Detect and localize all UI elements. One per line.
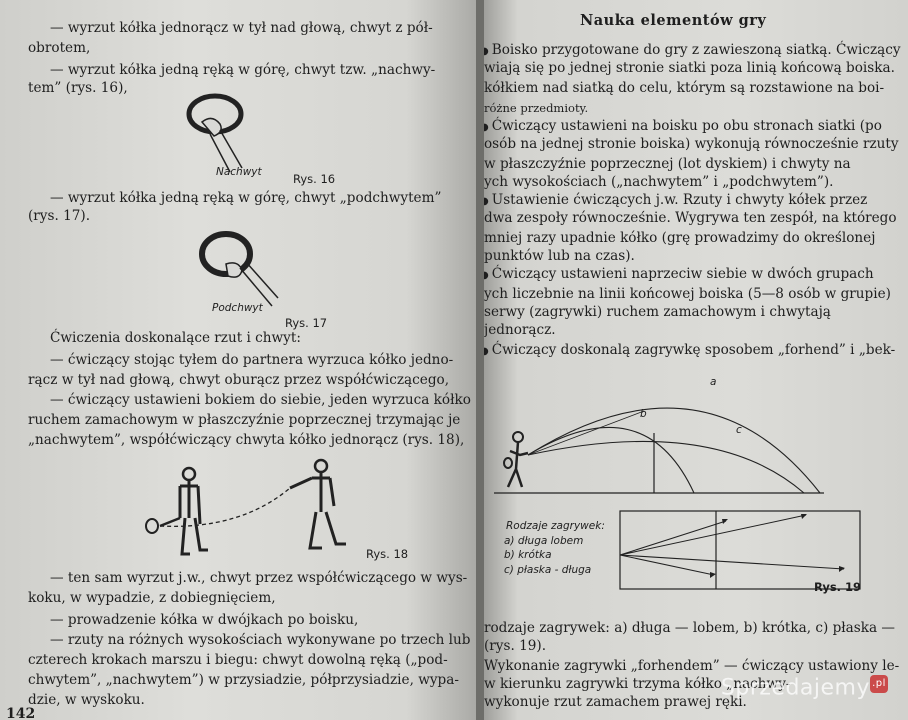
figure-17-illustration: [196, 228, 306, 313]
text-line: koku, w wypadzie, z dobiegnięciem,: [28, 590, 276, 606]
section-heading: Ćwiczenia doskonalące rzut i chwyt:: [50, 330, 301, 346]
figure-19-diagram: [494, 375, 884, 595]
page-number: 142: [6, 706, 36, 720]
trajectory-b: [528, 427, 694, 493]
trajectory-a: [528, 408, 820, 493]
watermark: [721, 675, 888, 700]
text-line: — ćwiczący stojąc tyłem do partnera wyrzuca kółko jedno-: [50, 352, 454, 368]
fig16-caption: Rys. 16: [293, 172, 336, 186]
watermark-suffix: .pl: [870, 675, 888, 693]
text-line: rącz w tył nad głową, chwyt oburącz przez współćwiczącego,: [28, 372, 450, 388]
text-line: dwa zespoły równocześnie. Wygrywa ten zespół, na którego: [484, 210, 897, 226]
text-line: kółkiem nad siatką do celu, którym są rozstawione na boi-: [484, 80, 885, 96]
text-line: ruchem zamachowym w płaszczyźnie poprzecznej trzymając je: [28, 412, 461, 428]
text-line: tem” (rys. 16),: [28, 80, 128, 96]
text-line: różne przedmioty.: [484, 101, 589, 115]
text-line: ● Ćwiczący doskonalą zagrywkę sposobem „forhend” i „bek-: [484, 340, 895, 362]
watermark-text: Sprzedajemy: [720, 675, 870, 700]
text-line: ● Ćwiczący ustawieni naprzeciw siebie w dwóch grupach: [484, 264, 874, 286]
text-line: chwytem”, „nachwytem”) w przysiadzie, półprzysiadzie, wypa-: [28, 672, 459, 688]
fig16-label: Nachwyt: [216, 166, 262, 178]
text-line: ● Boisko przygotowane do gry z zawieszoną siatką. Ćwiczący: [484, 40, 901, 62]
text-line: ych wysokościach („nachwytem” i „podchwytem”).: [484, 174, 834, 190]
text-line: ● Ustawienie ćwiczących j.w. Rzuty i chwyty kółek przez: [484, 190, 867, 212]
text-line: w kierunku zagrywki trzyma kółko „nachwy-: [484, 676, 791, 692]
text-line: (rys. 17).: [28, 208, 91, 224]
text-line: — prowadzenie kółka w dwójkach po boisku,: [50, 612, 359, 628]
text-line: — wyrzut kółka jednorącz w tył nad głową, chwyt z pół-: [50, 20, 433, 36]
text-line: rodzaje zagrywek: a) długa — lobem, b) krótka, c) płaska —: [484, 620, 896, 636]
text-line: ● Ćwiczący ustawieni na boisku po obu stronach siatki (po: [484, 116, 882, 138]
trajectory-c: [528, 441, 804, 493]
text-line: obrotem,: [28, 40, 91, 56]
fig19-legend-item: a) długa lobem: [504, 535, 584, 547]
fig19-legend-item: b) krótka: [504, 549, 552, 561]
fig17-caption: Rys. 17: [285, 316, 328, 330]
curve-label-b: b: [640, 408, 647, 420]
text-line: dzie, w wyskoku.: [28, 692, 145, 708]
text-line: — wyrzut kółka jedną ręką w górę, chwyt tzw. „nachwy-: [50, 62, 436, 78]
text-line: — ćwiczący ustawieni bokiem do siebie, jeden wyrzuca kółko: [50, 392, 471, 408]
fig17-label: Podchwyt: [212, 302, 263, 314]
text-line: mniej razy upadnie kółko (grę prowadzimy do określonej: [484, 230, 876, 246]
text-line: jednorącz.: [484, 322, 556, 338]
page-title: Nauka elementów gry: [580, 12, 767, 29]
text-line: wykonuje rzut zamachem prawej ręki.: [484, 694, 747, 710]
text-line: Wykonanie zagrywki „forhendem” — ćwiczący ustawiony le-: [484, 658, 900, 674]
text-line: — ten sam wyrzut j.w., chwyt przez współćwiczącego w wys-: [50, 570, 468, 586]
curve-label-c: c: [736, 424, 742, 436]
text-line: ych liczebnie na linii końcowej boiska (5—8 osób w grupie): [484, 286, 891, 302]
text-line: punktów lub na czas).: [484, 248, 635, 264]
text-line: „nachwytem”, współćwiczący chwyta kółko jednorącz (rys. 18),: [28, 432, 465, 448]
fig19-legend-item: c) płaska - długa: [504, 564, 592, 576]
text-line: — wyrzut kółka jedną ręką w górę, chwyt „podchwytem”: [50, 190, 442, 206]
text-line: — rzuty na różnych wysokościach wykonywane po trzech lub: [50, 632, 471, 648]
text-line: osób na jednej stronie boiska) wykonują równocześnie rzuty: [484, 136, 899, 152]
text-line: serwy (zagrywki) ruchem zamachowym i chwytają: [484, 304, 831, 320]
court-rect: [620, 511, 860, 589]
curve-label-a: a: [710, 376, 717, 388]
right-page: [484, 0, 908, 720]
fig19-caption: Rys. 19: [814, 580, 862, 594]
fig18-caption: Rys. 18: [366, 547, 409, 561]
text-line: (rys. 19).: [484, 638, 547, 654]
text-line: w płaszczyźnie poprzecznej (lot dyskiem) i chwyty na: [484, 156, 851, 172]
fig19-legend-title: Rodzaje zagrywek:: [506, 520, 605, 532]
text-line: wiają się po jednej stronie siatki poza linią końcową boiska.: [484, 60, 895, 76]
figure-18-illustration: [140, 452, 360, 562]
text-line: czterech krokach marszu i biegu: chwyt dowolną ręką („pod-: [28, 652, 448, 668]
